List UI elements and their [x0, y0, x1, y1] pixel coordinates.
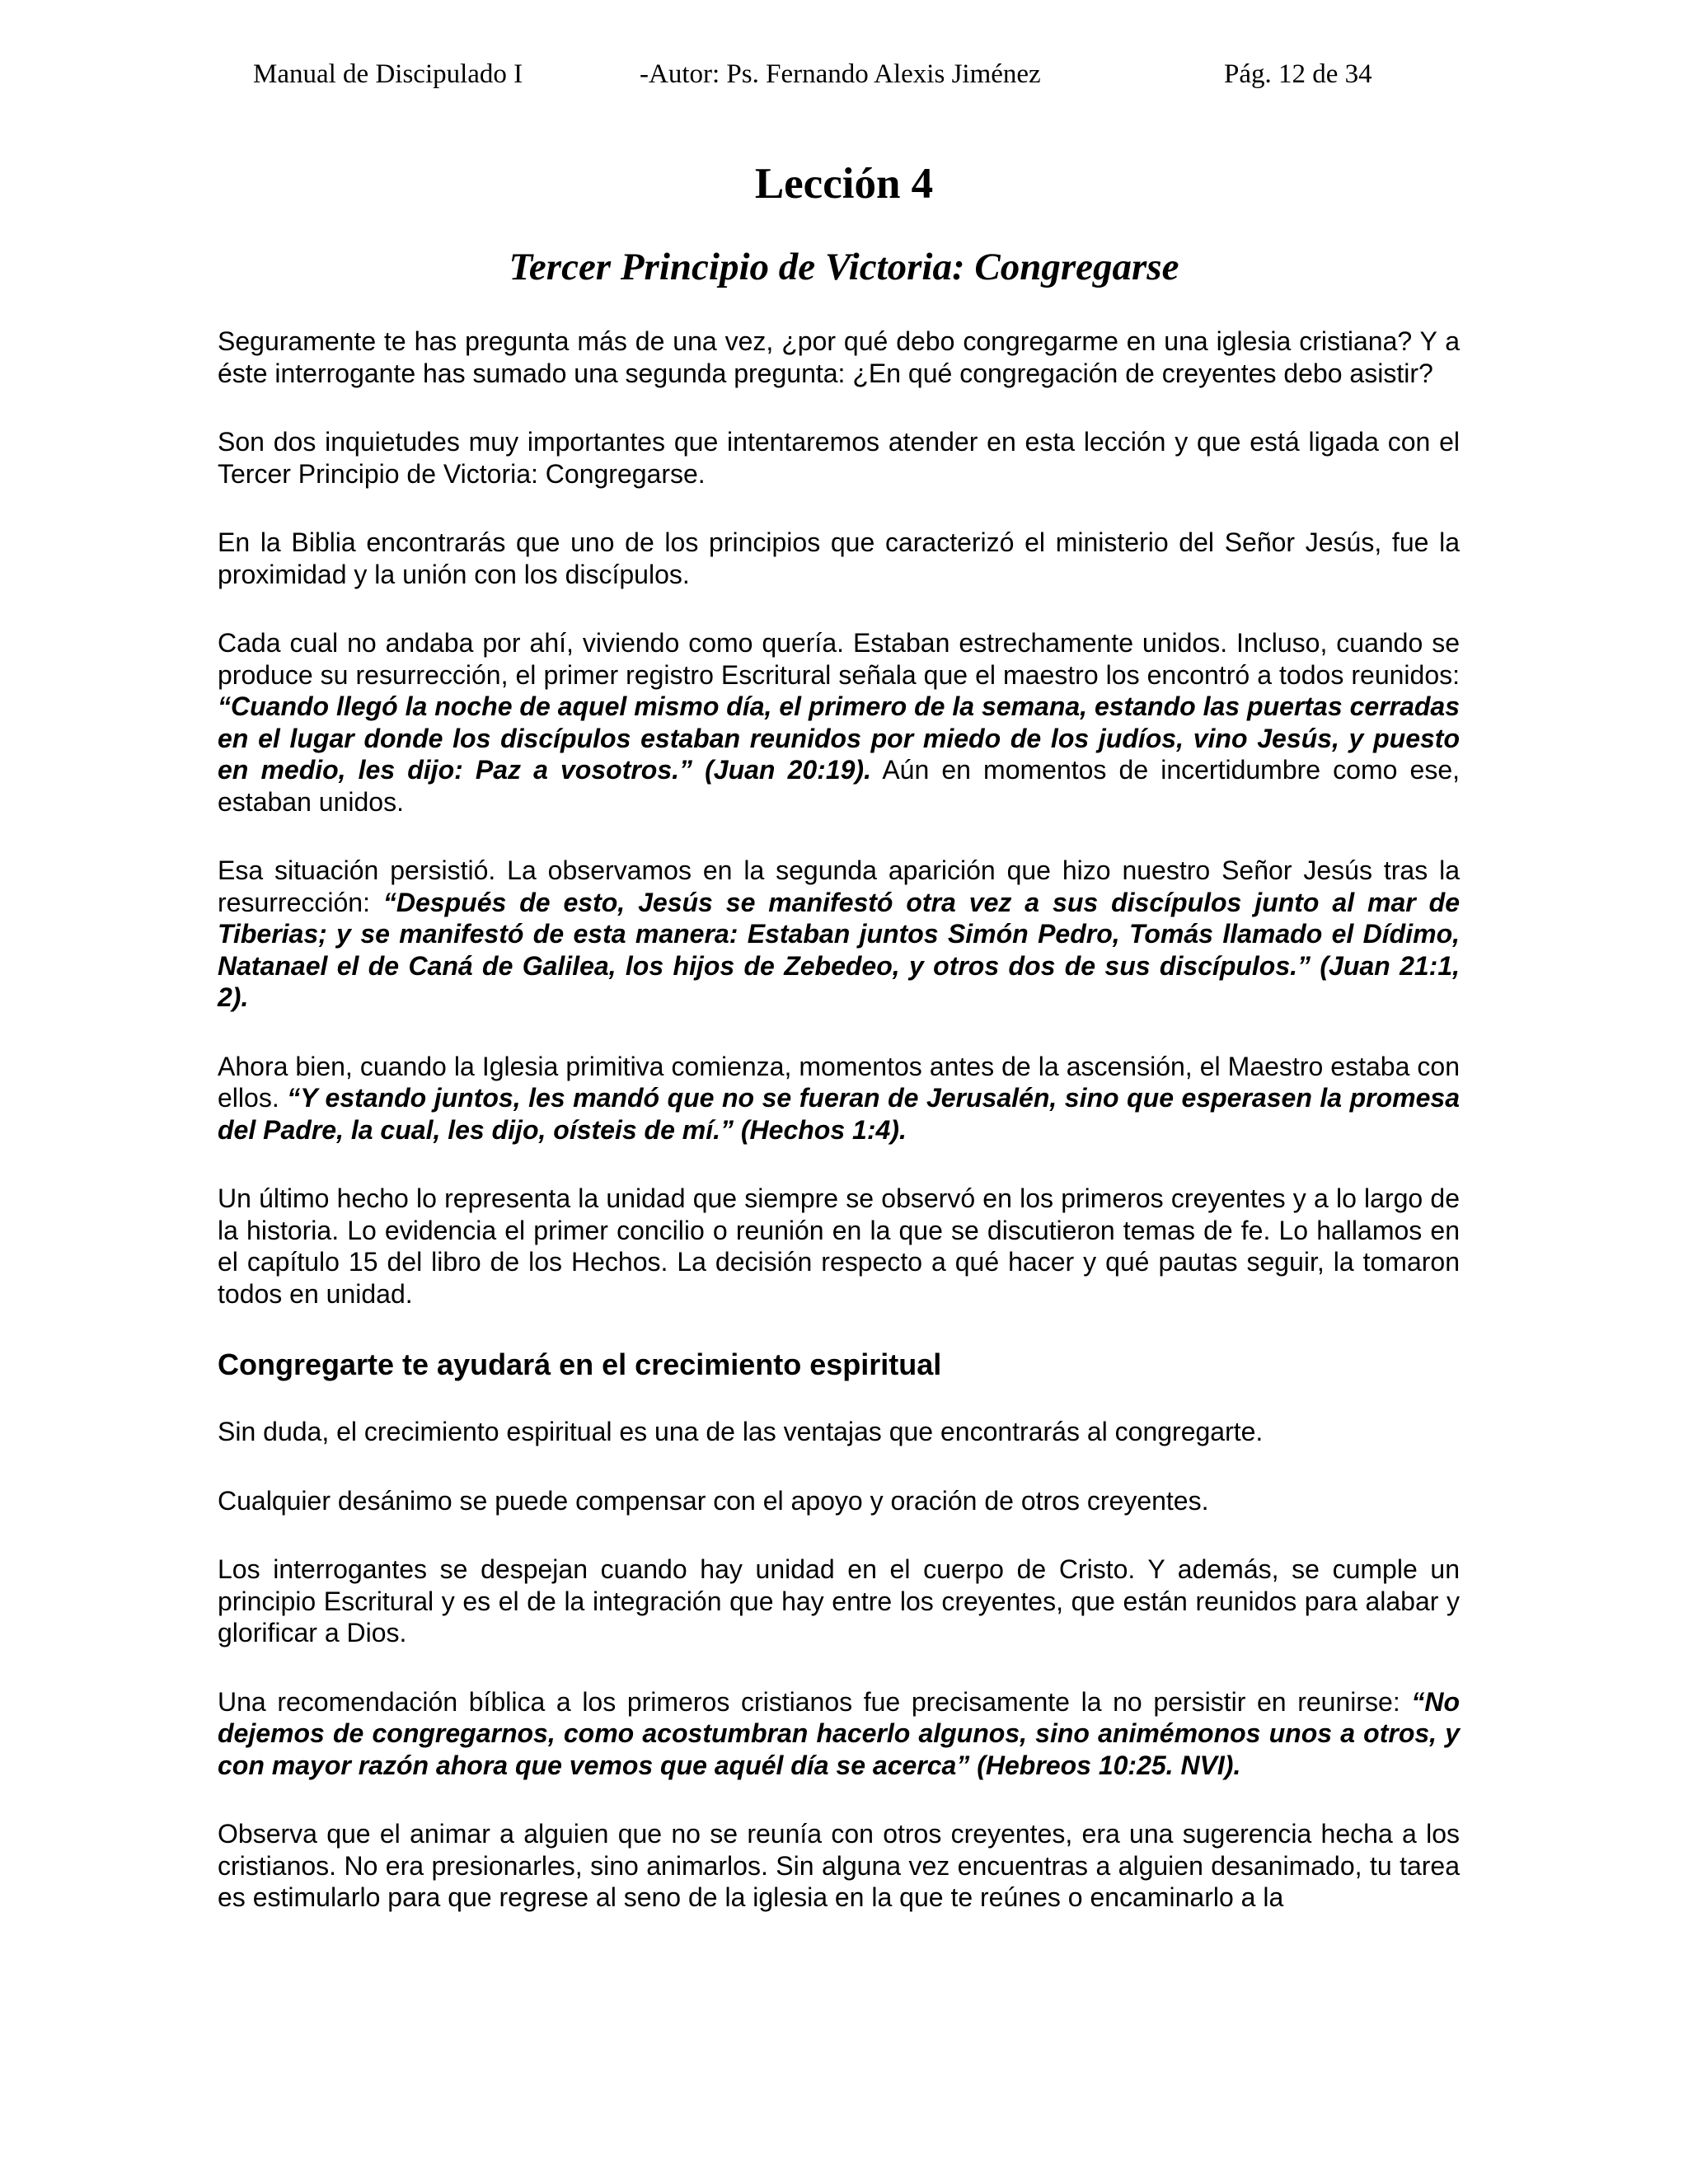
paragraph-concerns: Son dos inquietudes muy importantes que intentaremos atender en esta lección y que está ligada con el Tercer Principio de Victoria: Congregarse. — [218, 427, 1460, 489]
lesson-subtitle: Tercer Principio de Victoria: Congregarse — [509, 246, 1179, 288]
header-manual-title: Manual de Discipulado I — [253, 59, 523, 89]
paragraph-text: Cada cual no andaba por ahí, viviendo como quería. Estaban estrechamente unidos. Incluso, cuando se produce su resurrección, el primer registro Escritural señala que el maestro los encontró a todos reunidos: — [218, 628, 1460, 690]
paragraph-text: Una recomendación bíblica a los primeros cristianos fue precisamente la no persistir en reunirse: — [218, 1686, 1412, 1717]
paragraph-intro: Seguramente te has pregunta más de una vez, ¿por qué debo congregarme en una iglesia cristiana? Y a éste interrogante has sumado una segunda pregunta: ¿En qué congregación de creyentes debo asistir? — [218, 326, 1460, 388]
document-body — [218, 326, 1460, 1951]
header-author: -Autor: Ps. Fernando Alexis Jiménez — [640, 59, 1041, 89]
paragraph-second-appearance — [218, 855, 1460, 1014]
paragraph-encourage: Observa que el animar a alguien que no se reunía con otros creyentes, era una sugerencia hecha a los cristianos. No era presionarles, sino animarlos. Sin alguna vez encuentras a alguien desanimado, tu tarea es estimularlo para que regrese al seno de la iglesia en la que te reúnes o encaminarlo a la — [218, 1819, 1460, 1912]
scripture-quote: “Después de esto, Jesús se manifestó otra vez a sus discípulos junto al mar de Tiberias; y se manifestó de esta manera: Estaban juntos Simón Pedro, Tomás llamado el Dídimo, Natanael el de Caná de Galilea, los hijos de Zebedeo, y otros dos de sus discípulos.” (Juan 21:1, 2). — [218, 887, 1461, 1012]
scripture-quote: “No dejemos de congregarnos, como acostumbran hacerlo algunos, sino animémonos unos a otros, y con mayor razón ahora que vemos que aquél día se acerca” (Hebreos 10:25. NVI). — [218, 1686, 1460, 1780]
paragraph-text: Esa situación persistió. La observamos en la segunda aparición que hizo nuestro Señor Jesús tras la resurrección: — [218, 855, 1460, 917]
paragraph-unity: Los interrogantes se despejan cuando hay unidad en el cuerpo de Cristo. Y además, se cumple un principio Escritural y es el de la integración que hay entre los creyentes, que están reunidos para alabar y glorificar a Dios. — [218, 1554, 1460, 1647]
paragraph-bible-principle: En la Biblia encontrarás que uno de los principios que caracterizó el ministerio del Señor Jesús, fue la proximidad y la unión con los discípulos. — [218, 527, 1460, 589]
paragraph-early-church — [218, 1051, 1460, 1146]
header-page-number: Pág. 12 de 34 — [1224, 59, 1372, 89]
scripture-quote: “Cuando llegó la noche de aquel mismo día, el primero de la semana, estando las puertas cerradas en el lugar donde los discípulos estaban reunidos por miedo de los judíos, vino Jesús, y puesto en medio, les dijo: Paz a vosotros.” (Juan 20:19). — [218, 691, 1460, 785]
paragraph-resurrection — [218, 627, 1460, 818]
paragraph-council: Un último hecho lo representa la unidad que siempre se observó en los primeros creyentes y a lo largo de la historia. Lo evidencia el primer concilio o reunión en la que se discutieron temas de fe. Lo hallamos en el capítulo 15 del libro de los Hechos. La decisión respecto a qué hacer y qué pautas seguir, la tomaron todos en unidad. — [218, 1183, 1460, 1309]
paragraph-text: Aún en momentos de incertidumbre como ese, estaban unidos. — [218, 755, 1461, 817]
paragraph-recommendation — [218, 1686, 1460, 1782]
paragraph-growth: Sin duda, el crecimiento espiritual es una de las ventajas que encontrarás al congregarte. — [218, 1417, 1264, 1446]
paragraph-text: Ahora bien, cuando la Iglesia primitiva comienza, momentos antes de la ascensión, el Maestro estaba con ellos. — [218, 1051, 1460, 1113]
scripture-quote: “Y estando juntos, les mandó que no se fueran de Jerusalén, sino que esperasen la promesa del Padre, la cual, les dijo, oísteis de mí.” (Hechos 1:4). — [218, 1083, 1461, 1145]
section-heading: Congregarte te ayudará en el crecimiento espiritual — [218, 1347, 942, 1381]
paragraph-discouragement: Cualquier desánimo se puede compensar con el apoyo y oración de otros creyentes. — [218, 1485, 1209, 1516]
lesson-title: Lección 4 — [754, 160, 934, 208]
page-header — [0, 56, 1688, 92]
